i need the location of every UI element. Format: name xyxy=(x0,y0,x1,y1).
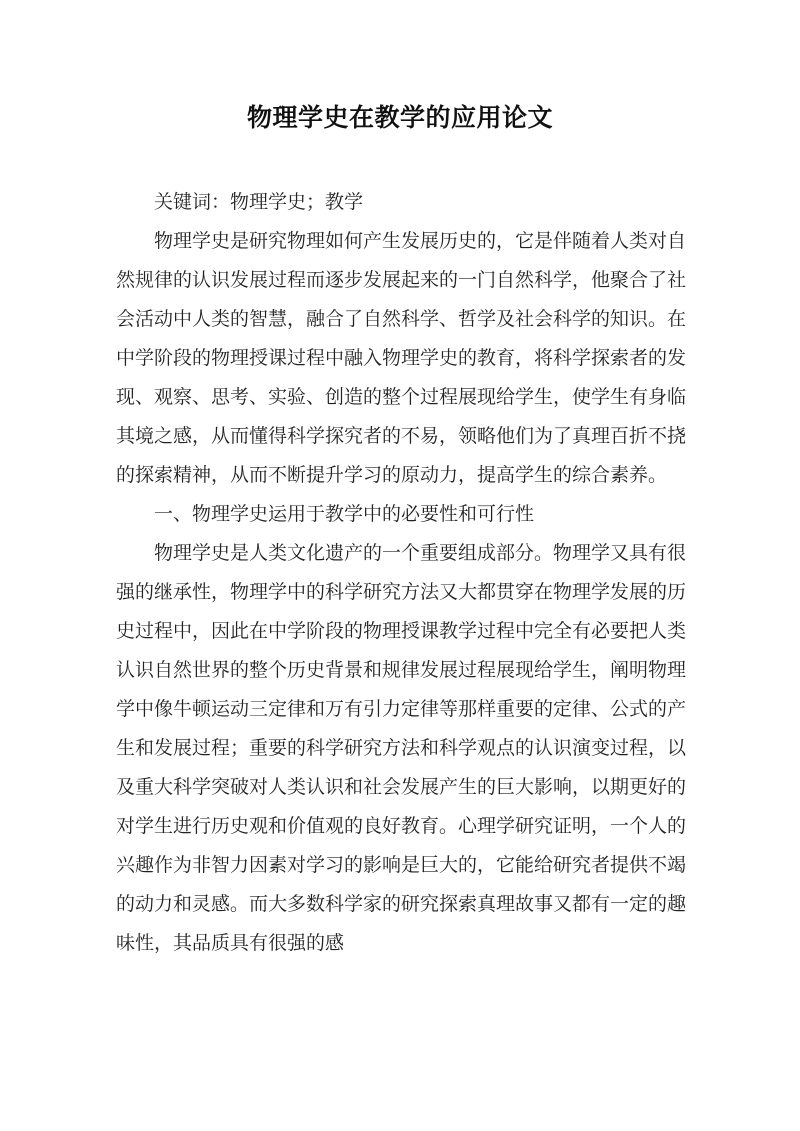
document-title: 物理学史在教学的应用论文 xyxy=(246,103,553,132)
section-heading: 一、物理学史运用于教学中的必要性和可行性 xyxy=(154,503,535,525)
document-body xyxy=(116,183,686,963)
paragraph-intro: 物理学史是研究物理如何产生发展历史的，它是伴随着人类对自然规律的认识发展过程而逐步发展起来的一门自然科学，他聚合了社会活动中人类的智慧，融合了自然科学、哲学及社会科学的知识。在中学阶段的物理授课过程中融入物理学史的教育，将科学探索者的发现、观察、思考、实验、创造的整个过程展现给学生，使学生有身临其境之感，从而懂得科学探究者的不易，领略他们为了真理百折不挠的探索精神，从而不断提升学习的原动力，提高学生的综合素养。 xyxy=(116,230,687,486)
keywords-line: 关键词：物理学史；教学 xyxy=(154,191,364,213)
paragraph-section-1: 物理学史是人类文化遗产的一个重要组成部分。物理学又具有很强的继承性，物理学中的科学研究方法又大都贯穿在物理学发展的历史过程中，因此在中学阶段的物理授课教学过程中完全有必要把人类认识自然世界的整个历史背景和规律发展过程展现给学生，阐明物理学中像牛顿运动三定律和万有引力定律等那样重要的定律、公式的产生和发展过程；重要的科学研究方法和科学观点的认识演变过程，以及重大科学突破对人类认识和社会发展产生的巨大影响，以期更好的对学生进行历史观和价值观的良好教育。心理学研究证明，一个人的兴趣作为非智力因素对学习的影响是巨大的，它能给研究者提供不竭的动力和灵感。而大多数科学家的研究探索真理故事又都有一定的趣味性，其品质具有很强的感 xyxy=(116,542,687,954)
